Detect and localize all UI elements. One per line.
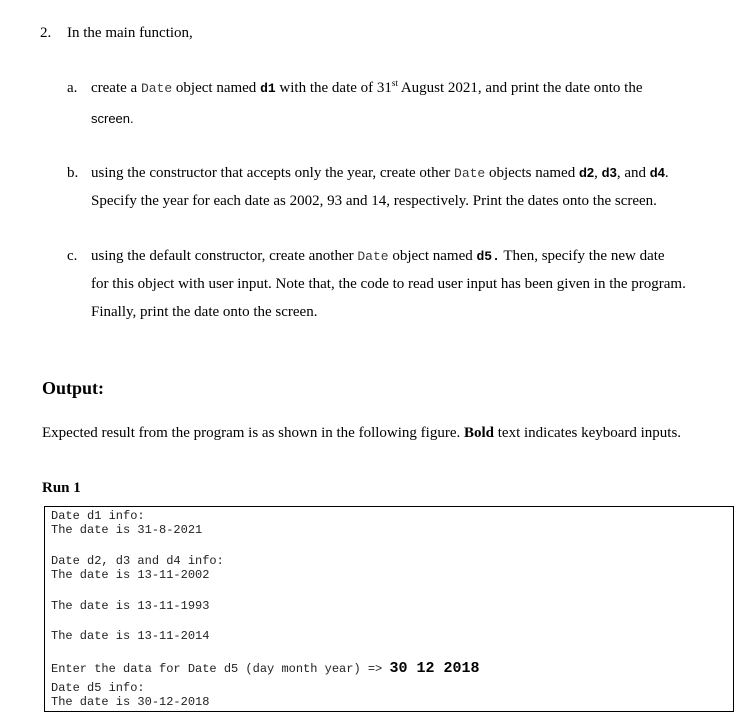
item-a-line-1 (91, 80, 642, 97)
item-c-line-1 (91, 248, 665, 265)
console-line: The date is 13-11-2014 (51, 629, 210, 643)
ordinal-suffix: st (391, 78, 398, 88)
item-b-text: . (664, 165, 669, 181)
item-b-marker: b. (67, 165, 79, 181)
item-c-text: using the default constructor, create another (91, 248, 358, 264)
console-line: The date is 31-8-2021 (51, 523, 203, 537)
console-output-box (44, 506, 734, 712)
variable-d4: d4 (649, 165, 665, 180)
item-c-marker: c. (67, 248, 78, 264)
item-c-line-3: Finally, print the date onto the screen. (91, 304, 318, 320)
item-a-text: object named (172, 80, 261, 96)
item-b-text: , and (616, 165, 650, 181)
console-prompt-line (51, 660, 479, 677)
item-c-text: object named (388, 248, 477, 264)
item-b-text: using the constructor that accepts only the year, create other (91, 165, 455, 181)
output-heading: Output: (42, 378, 105, 398)
console-line: The date is 13-11-1993 (51, 599, 210, 613)
expected-text: text indicates keyboard inputs. (494, 425, 682, 441)
variable-d1: d1 (260, 81, 276, 96)
item-a-line-2: screen. (91, 111, 134, 126)
item-b-text: , (594, 165, 602, 181)
item-a-marker: a. (67, 80, 78, 96)
console-line: Date d2, d3 and d4 info: (51, 554, 224, 568)
variable-d3: d3 (601, 165, 617, 180)
console-prompt: Enter the data for Date d5 (day month year) => (51, 662, 390, 676)
console-line: The date is 30-12-2018 (51, 695, 210, 709)
expected-text: Expected result from the program is as shown in the following figure. (42, 425, 464, 441)
item-a-text: August 2021, and print the date onto the (397, 80, 643, 96)
item-c-line-2: for this object with user input. Note that, the code to read user input has been given in the program. (91, 276, 686, 292)
date-class-code: Date (454, 166, 486, 181)
item-b-text: objects named (485, 165, 579, 181)
date-class-code: Date (140, 81, 173, 96)
item-c-text: Then, specify the new date (499, 248, 665, 264)
expected-bold-word: Bold (464, 425, 495, 441)
console-line: The date is 13-11-2002 (51, 568, 210, 582)
item-b-line-1 (91, 165, 669, 182)
item-a-text: create a (91, 80, 141, 96)
question-text: In the main function, (67, 25, 193, 41)
item-b-line-2: Specify the year for each date as 2002, 93 and 14, respectively. Print the dates onto the screen. (91, 193, 657, 209)
expected-result-text (42, 425, 681, 442)
item-a-text: with the date of 31 (275, 80, 392, 96)
console-line: Date d5 info: (51, 681, 145, 695)
question-number: 2. (40, 25, 52, 41)
variable-d2: d2 (578, 165, 595, 180)
variable-d5: d5. (476, 249, 500, 264)
console-line: Date d1 info: (51, 509, 145, 523)
keyboard-input: 30 12 2018 (389, 660, 480, 677)
date-class-code: Date (357, 249, 389, 264)
run-heading: Run 1 (42, 480, 81, 496)
